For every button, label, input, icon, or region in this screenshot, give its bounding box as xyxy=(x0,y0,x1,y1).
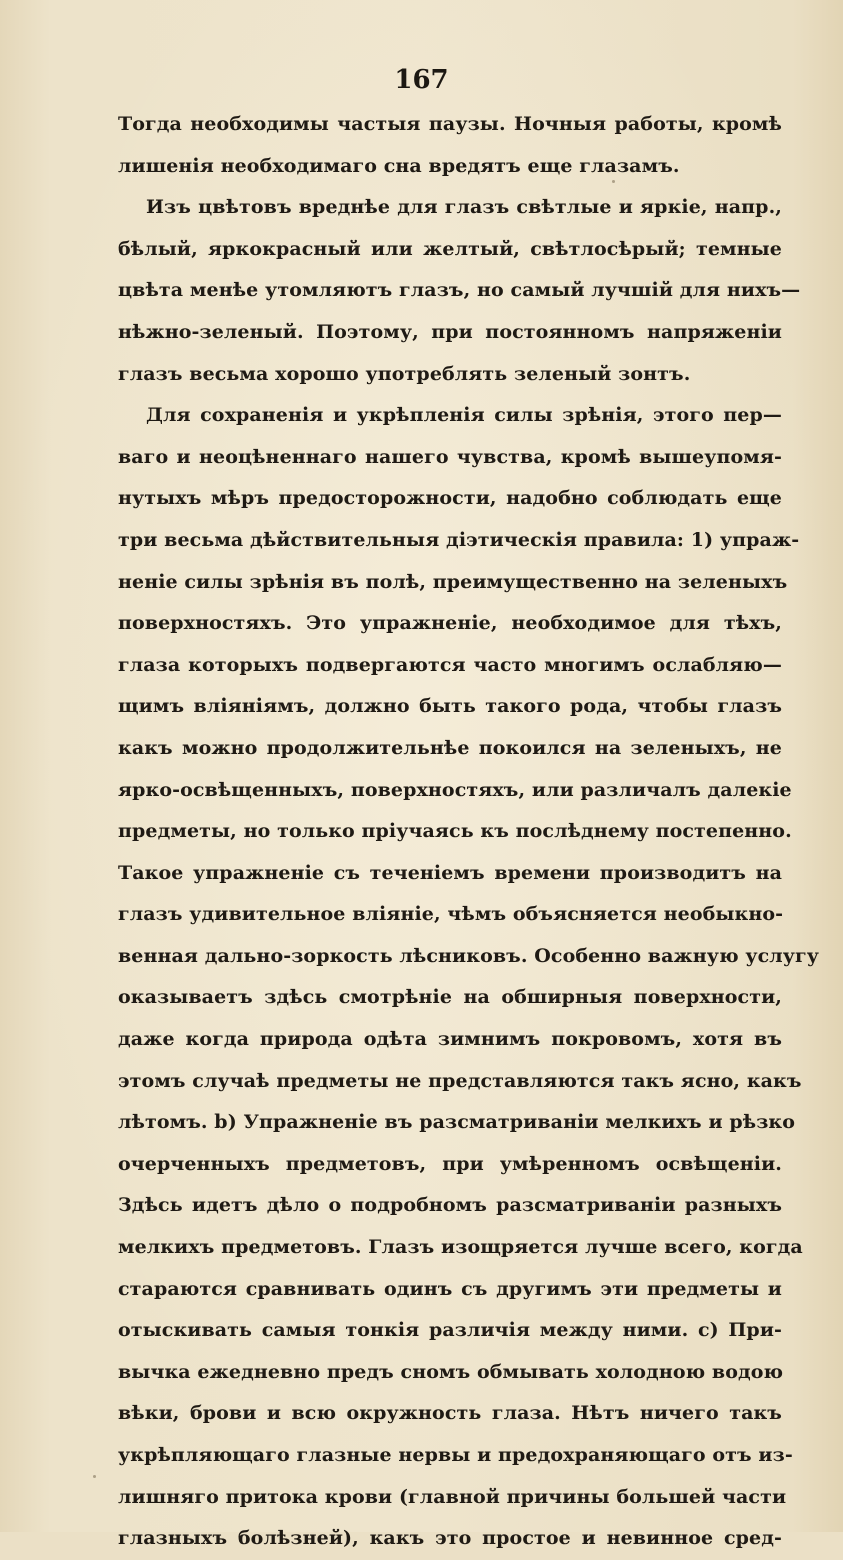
page-number: 167 xyxy=(394,65,449,95)
text-line: цвѣта менѣе утомляютъ глазъ, но самый лучшій для нихъ— xyxy=(118,279,801,302)
text-line: Тогда необходимы частыя паузы. Ночныя работы, кромѣ xyxy=(118,113,782,135)
text-line: поверхностяхъ. Это упражненіе, необходимое для тѣхъ, xyxy=(118,612,782,635)
paper-speck xyxy=(93,1475,96,1478)
body-text xyxy=(118,104,820,1560)
text-line: глазъ удивительное вліяніе, чѣмъ объясняется необыкно- xyxy=(118,903,784,926)
text-line: глаза которыхъ подвергаются часто многимъ ослабляю— xyxy=(118,653,782,676)
text-line: нутыхъ мѣръ предосторожности, надобно соблюдать еще xyxy=(118,487,782,510)
text-line: отыскивать самыя тонкія различія между ними. c) При- xyxy=(118,1319,782,1342)
paper-speck xyxy=(612,180,615,183)
text-line: этомъ случаѣ предметы не представляются такъ ясно, какъ xyxy=(118,1069,802,1092)
text-line: ваго и неоцѣненнаго нашего чувства, кромѣ вышеупомя- xyxy=(118,445,782,468)
text-line: бѣлый, яркокрасный или желтый, свѣтлосѣрый; темные xyxy=(118,237,782,260)
text-line: Изъ цвѣтовъ вреднѣе для глазъ свѣтлые и яркіе, напр., xyxy=(146,196,782,219)
text-line: очерченныхъ предметовъ, при умѣренномъ освѣщеніи. xyxy=(118,1152,782,1175)
text-line: венная дально-зоркость лѣсниковъ. Особенно важную услугу xyxy=(118,944,820,967)
text-line: лѣтомъ. b) Упражненіе въ разсматриваніи мелкихъ и рѣзко xyxy=(118,1111,796,1134)
text-line: предметы, но только пріучаясь къ послѣднему постепенно. xyxy=(118,820,792,843)
text-line: вычка ежедневно предъ сномъ обмывать холодною водою xyxy=(118,1360,784,1383)
text-line: глазныхъ болѣзней), какъ это простое и невинное сред- xyxy=(118,1527,782,1550)
text-line: укрѣпляющаго глазные нервы и предохраняющаго отъ из- xyxy=(118,1444,793,1466)
text-line: мелкихъ предметовъ. Глазъ изощряется лучше всего, когда xyxy=(118,1236,803,1259)
text-line: вѣки, брови и всю окружность глаза. Нѣтъ ничего такъ xyxy=(118,1402,782,1425)
text-line: лишенія необходимаго сна вредятъ еще глазамъ. xyxy=(118,154,680,177)
text-line: Здѣсь идетъ дѣло о подробномъ разсматриваніи разныхъ xyxy=(118,1194,782,1217)
text-line: глазъ весьма хорошо употреблять зеленый зонтъ. xyxy=(118,362,691,385)
text-line: стараются сравнивать одинъ съ другимъ эти предметы и xyxy=(118,1277,782,1300)
text-line: Для сохраненія и укрѣпленія силы зрѣнія, этого пер— xyxy=(146,404,782,427)
text-line: нѣжно-зеленый. Поэтому, при постоянномъ напряженіи xyxy=(118,320,782,343)
text-line: ярко-освѣщенныхъ, поверхностяхъ, или различалъ далекіе xyxy=(118,778,792,801)
text-line: какъ можно продолжительнѣе покоился на зеленыхъ, не xyxy=(118,736,782,759)
text-line: даже когда природа одѣта зимнимъ покровомъ, хотя въ xyxy=(118,1028,782,1051)
text-line: Такое упражненіе съ теченіемъ времени производитъ на xyxy=(118,861,782,884)
text-line: неніе силы зрѣнія въ полѣ, преимущественно на зеленыхъ xyxy=(118,570,788,593)
text-line: оказываетъ здѣсь смотрѣніе на обширныя поверхности, xyxy=(118,986,782,1009)
text-line: лишняго притока крови (главной причины большей части xyxy=(118,1485,787,1508)
text-line: три весьма дѣйствительныя діэтическія правила: 1) упраж- xyxy=(118,528,800,551)
text-line: щимъ вліяніямъ, должно быть такого рода, чтобы глазъ xyxy=(118,695,782,718)
